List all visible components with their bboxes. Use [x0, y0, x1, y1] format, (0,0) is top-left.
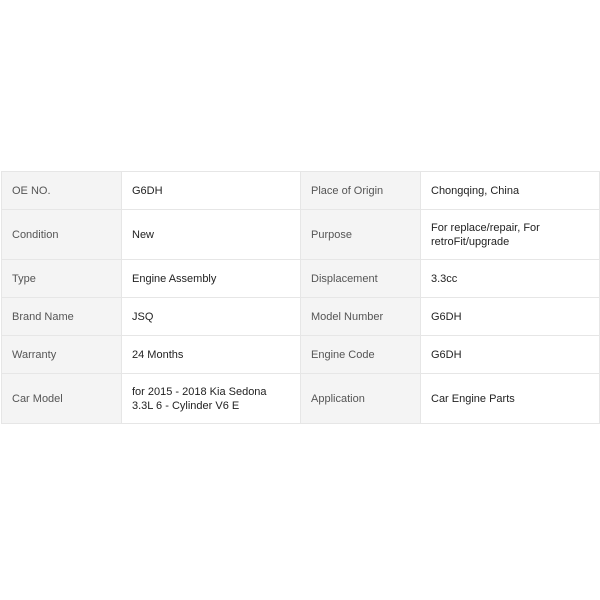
- spec-value-type: Engine Assembly: [122, 260, 301, 298]
- spec-value-application: Car Engine Parts: [421, 374, 600, 424]
- spec-label-purpose: Purpose: [301, 210, 421, 260]
- spec-label-car-model: Car Model: [2, 374, 122, 424]
- product-spec-table: [1, 171, 600, 424]
- table-row: [2, 210, 600, 260]
- spec-label-application: Application: [301, 374, 421, 424]
- spec-label-engine-code: Engine Code: [301, 336, 421, 374]
- spec-value-engine-code: G6DH: [421, 336, 600, 374]
- spec-label-condition: Condition: [2, 210, 122, 260]
- spec-value-purpose: For replace/repair, For retroFit/upgrade: [421, 210, 600, 260]
- spec-value-warranty: 24 Months: [122, 336, 301, 374]
- spec-label-warranty: Warranty: [2, 336, 122, 374]
- spec-value-place-of-origin: Chongqing, China: [421, 172, 600, 210]
- spec-label-model-number: Model Number: [301, 298, 421, 336]
- table-row: [2, 298, 600, 336]
- table-row: [2, 260, 600, 298]
- spec-label-place-of-origin: Place of Origin: [301, 172, 421, 210]
- spec-value-brand-name: JSQ: [122, 298, 301, 336]
- spec-value-displacement: 3.3cc: [421, 260, 600, 298]
- spec-label-displacement: Displacement: [301, 260, 421, 298]
- table-row: [2, 336, 600, 374]
- spec-value-car-model: for 2015 - 2018 Kia Sedona 3.3L 6 - Cylinder V6 E: [122, 374, 301, 424]
- spec-value-model-number: G6DH: [421, 298, 600, 336]
- spec-label-brand-name: Brand Name: [2, 298, 122, 336]
- spec-value-condition: New: [122, 210, 301, 260]
- spec-label-type: Type: [2, 260, 122, 298]
- table-row: [2, 172, 600, 210]
- spec-value-oe-no: G6DH: [122, 172, 301, 210]
- spec-label-oe-no: OE NO.: [2, 172, 122, 210]
- table-row: [2, 374, 600, 424]
